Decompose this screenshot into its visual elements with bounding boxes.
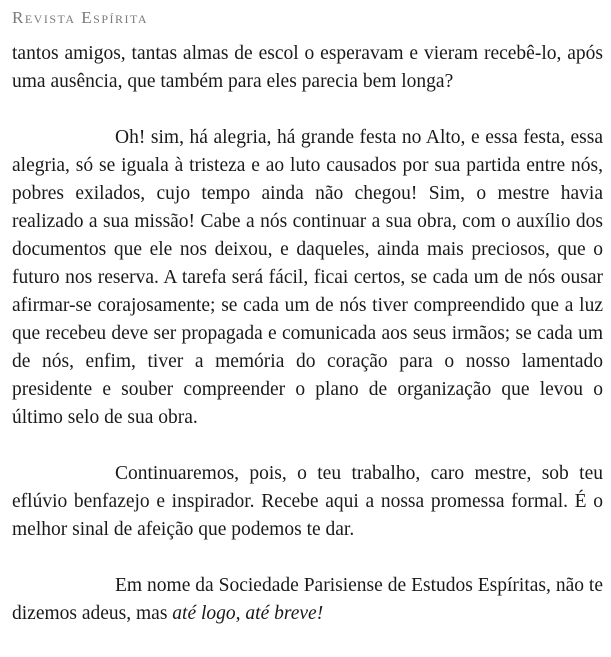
body-text [12,40,603,628]
paragraph-4 [12,572,603,628]
paragraph-4-italic-closing: até logo, até breve! [172,603,324,624]
paragraph-4-text: Em nome da Sociedade Parisiense de Estudos Espíritas, não te dizemos adeus, mas [12,575,603,624]
running-head-title: Revista Espírita [12,8,149,27]
paragraph-1: tantos amigos, tantas almas de escol o esperavam e vieram recebê-lo, após uma ausência, que também para eles parecia bem longa? [12,43,603,92]
paragraph-3: Continuaremos, pois, o teu trabalho, caro mestre, sob teu eflúvio benfazejo e inspirador. Recebe aqui a nossa promessa formal. É o melhor sinal de afeição que podemos te dar. [12,463,603,540]
paragraph-2: Oh! sim, há alegria, há grande festa no Alto, e essa festa, essa alegria, só se iguala à tristeza e ao luto causados por sua partida entre nós, pobres exilados, cujo tempo ainda não chegou! Sim, o mestre havia realizado a sua missão! Cabe a nós continuar a sua obra, com o auxílio dos documentos que ele nos deixou, e daqueles, ainda mais preciosos, que o futuro nos reserva. A tarefa será fácil, ficai certos, se cada um de nós ousar afirmar-se corajosamente; se cada um de nós tiver compreendido que a luz que recebeu deve ser propagada e comunicada aos seus irmãos; se cada um de nós, enfim, tiver a memória do coração para o nosso lamentado presidente e souber compreender o plano de organização que levou o último selo de sua obra. [12,127,603,428]
